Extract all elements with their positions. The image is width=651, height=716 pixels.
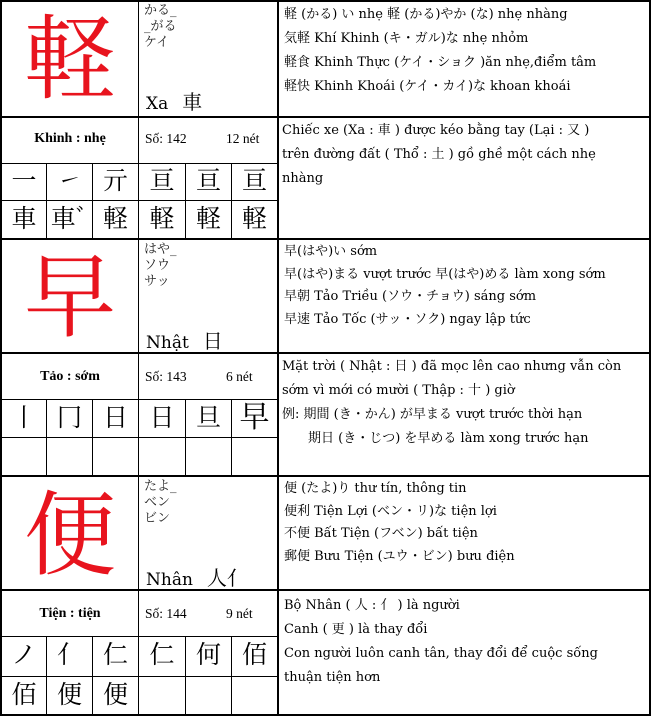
- radical: Nhật 日: [146, 329, 223, 353]
- stroke-step: 日: [102, 403, 128, 432]
- mnemonic-explanation: Mặt trời ( Nhật : 日 ) đã mọc lên cao nhưng vẫn còn sớm vì mới có mười ( Thập : 十 ) giờ 例: 期間 (き・かん) が早まる vượt trước thời hạn 期日 (き・じつ) を早める làm xong trước hạn: [282, 359, 622, 446]
- readings: はや_ ソウ サッ: [144, 242, 177, 289]
- stroke-step: 早: [239, 400, 270, 435]
- example-words: 軽 (かる) い nhẹ 軽 (かる)やか (な) nhẹ nhàng 気軽 Khí Khinh (キ・ガル)な nhẹ nhỏm 軽食 Khinh Thực (ケイ・ショク )ăn nhẹ,điểm tâm 軽快 Khinh Khoái (ケイ・カイ)な khoan khoái: [284, 7, 597, 94]
- main-kanji: 早: [23, 244, 116, 351]
- stroke-step: 車ﾞ: [50, 204, 89, 233]
- main-kanji: 便: [23, 482, 116, 589]
- stroke-step: 軽: [241, 204, 267, 233]
- main-kanji: 軽: [23, 6, 116, 113]
- stroke-step: 丨: [11, 403, 37, 432]
- stroke-step: 日: [149, 403, 175, 432]
- stroke-step: 車: [11, 204, 37, 233]
- stroke-step: 何: [195, 640, 221, 669]
- stroke-count: 6 nét: [226, 369, 253, 384]
- kanji-label: Khinh : nhẹ: [34, 131, 106, 146]
- readings: たよ_ ベン ビン: [144, 479, 177, 526]
- stroke-step: 冂: [56, 403, 82, 432]
- stroke-step: 亻: [56, 640, 82, 669]
- stroke-step: 軽: [195, 204, 221, 233]
- stroke-step: 軽: [149, 204, 175, 233]
- stroke-step: 亓: [102, 166, 128, 195]
- stroke-step: 仁: [149, 640, 175, 669]
- mnemonic-explanation: Chiếc xe (Xa : 車 ) được kéo bằng tay (Lại : 又 ) trên đường đất ( Thổ : 土 ) gồ ghề một cách nhẹ nhàng: [282, 123, 596, 186]
- example-words: 便 (たよ)り thư tín, thông tin 便利 Tiện Lợi (ベン・リ)な tiện lợi 不便 Bất Tiện (フベン) bất tiện 郵便 Bưu Tiện (ユウ・ビン) bưu điện: [284, 481, 515, 564]
- kanji-label: Tảo : sớm: [40, 369, 100, 384]
- stroke-count: 12 nét: [226, 131, 260, 146]
- stroke-step: 佰: [11, 680, 37, 709]
- stroke-step: 旦: [195, 403, 221, 432]
- stroke-step: 亘: [195, 166, 221, 195]
- stroke-step: 佰: [241, 640, 267, 669]
- mnemonic-explanation: Bộ Nhân ( 人 : 亻 ) là người Canh ( 更 ) là thay đổi Con người luôn canh tân, thay đổi để cuộc sống thuận tiện hơn: [284, 598, 598, 685]
- stroke-count: 9 nét: [226, 606, 253, 621]
- kanji-number: Số: 143: [145, 369, 187, 384]
- radical: Xa 車: [146, 90, 203, 114]
- stroke-step: 亘: [149, 166, 175, 195]
- example-words: 早(はや)い sớm 早(はや)まる vượt trước 早(はや)める làm xong sớm 早朝 Tảo Triều (ソウ・チョウ) sáng sớm 早速 Tảo Tốc (サッ・ソク) ngay lập tức: [284, 244, 606, 327]
- kanji-label: Tiện : tiện: [39, 606, 101, 621]
- stroke-step: ノ: [11, 640, 37, 669]
- radical: Nhân 人亻: [146, 566, 247, 590]
- stroke-step: 軽: [102, 204, 128, 233]
- kanji-number: Số: 144: [145, 606, 187, 621]
- stroke-step: 便: [56, 680, 82, 709]
- stroke-step: 亘: [241, 166, 267, 195]
- stroke-step: ㇀: [56, 166, 82, 195]
- readings: かる_ _がる ケイ: [144, 3, 177, 50]
- stroke-step: 一: [11, 166, 37, 195]
- kanji-number: Số: 142: [145, 131, 187, 146]
- stroke-step: 便: [102, 680, 128, 709]
- stroke-step: 仁: [102, 640, 128, 669]
